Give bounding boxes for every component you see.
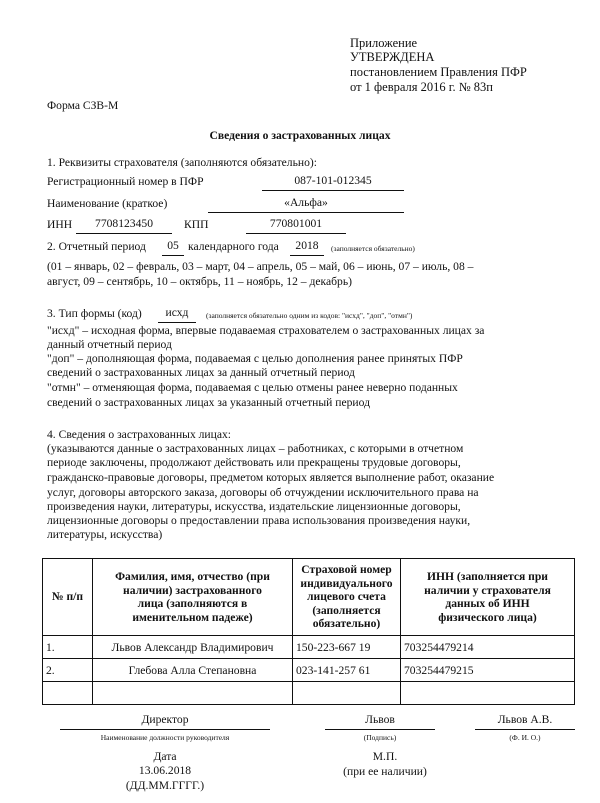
- section4-line: гражданско-правовые договоры, предметом которых является выполнение работ, оказание: [47, 471, 495, 484]
- cell-snils: 150-223-667 19: [293, 636, 401, 659]
- section4-line: лицензионные договоры о предоставлении права использования произведения науки,: [47, 514, 471, 527]
- reg-number-underline: [262, 190, 404, 191]
- year-value: 2018: [295, 239, 319, 252]
- director-fio-value: Львов А.В.: [497, 713, 553, 726]
- table-header-row: [43, 559, 575, 636]
- stamp-caption: (при ее наличии): [343, 765, 427, 778]
- form-type-desc-line: "доп" – дополняющая форма, подаваемая с целью дополнения ранее принятых ПФР: [47, 352, 463, 365]
- reg-number-value: 087-101-012345: [294, 174, 372, 187]
- cell-snils: 023-141-257 61: [293, 659, 401, 682]
- section1-heading: 1. Реквизиты страхователя (заполняются обязательно):: [47, 156, 317, 169]
- inn-value: 7708123450: [95, 217, 153, 230]
- section4-line: услуг, договоры авторского заказа, договоры об отчуждении исключительного права на: [47, 486, 479, 499]
- short-name-value: «Альфа»: [284, 196, 328, 209]
- form-type-desc-line: данный отчетный период: [47, 338, 172, 351]
- fio-caption: (Ф. И. О.): [509, 733, 541, 742]
- header-number: № п/п: [43, 559, 93, 636]
- period-value: 05: [167, 239, 179, 252]
- form-type-desc-line: сведений о застрахованных лицах за данный отчетный период: [47, 366, 355, 379]
- insured-persons-table: [42, 558, 575, 705]
- section4-line: (указываются данные о застрахованных лицах – работниках, с которыми в отчетном: [47, 442, 464, 455]
- cell-inn: [401, 682, 575, 705]
- kpp-underline: [246, 233, 346, 234]
- section2-prefix: 2. Отчетный период: [47, 240, 146, 253]
- year-underline: [290, 255, 324, 256]
- approval-line-2: УТВЕРЖДЕНА: [350, 50, 435, 64]
- director-signature-value: Львов: [365, 713, 395, 726]
- reg-number-label: Регистрационный номер в ПФР: [47, 175, 204, 188]
- form-type-desc-line: сведений о застрахованных лицах за указанный отчетный период: [47, 396, 370, 409]
- short-name-label: Наименование (краткое): [47, 197, 168, 210]
- header-inn: ИНН (заполняется при наличии у страхователя данных об ИНН физического лица): [401, 559, 575, 636]
- section4-line: периоде заключены, продолжают действовать или прекращены трудовые договоры,: [47, 456, 461, 469]
- form-type-underline: [158, 322, 196, 323]
- cell-fio: Львов Александр Владимирович: [93, 636, 293, 659]
- months-line-1: (01 – январь, 02 – февраль, 03 – март, 04 – апрель, 05 – май, 06 – июнь, 07 – июль, 08 –: [47, 260, 474, 273]
- section4-line: литературы, искусства): [47, 528, 163, 541]
- signature-underline: [325, 729, 435, 730]
- position-underline: [60, 729, 270, 730]
- cell-fio: [93, 682, 293, 705]
- header-snils: Страховой номер индивидуального лицевого счета (заполняется обязательно): [293, 559, 401, 636]
- header-fio: Фамилия, имя, отчество (при наличии) застрахованного лица (заполняются в именительном падеже): [93, 559, 293, 636]
- stamp-label: М.П.: [372, 750, 398, 763]
- cell-number: [43, 682, 93, 705]
- fio-underline: [475, 729, 575, 730]
- section4-heading: 4. Сведения о застрахованных лицах:: [47, 428, 231, 441]
- period-underline: [162, 255, 184, 256]
- cell-snils: [293, 682, 401, 705]
- cell-inn: 703254479215: [401, 659, 575, 682]
- inn-underline: [76, 233, 172, 234]
- table-row: [43, 682, 575, 705]
- form-type-value: исхд: [165, 306, 189, 319]
- year-label: календарного года: [188, 240, 279, 253]
- form-type-desc-line: "отмн" – отменяющая форма, подаваемая с целью отмены ранее неверно поданных: [47, 381, 458, 394]
- approval-line-1: Приложение: [350, 36, 418, 50]
- kpp-value: 770801001: [269, 217, 323, 230]
- signature-caption: (Подпись): [363, 733, 397, 742]
- cell-number: 1.: [43, 636, 93, 659]
- section4-line: произведения науки, литературы, искусства, издательские лицензионные договоры,: [47, 500, 461, 513]
- form-name: Форма СЗВ-М: [47, 99, 119, 112]
- months-line-2: август, 09 – сентябрь, 10 – октябрь, 11 – ноябрь, 12 – декабрь): [47, 275, 352, 288]
- cell-inn: 703254479214: [401, 636, 575, 659]
- cell-fio: Глебова Алла Степановна: [93, 659, 293, 682]
- approval-line-4: от 1 февраля 2016 г. № 83п: [350, 80, 493, 94]
- position-caption: Наименование должности руководителя: [100, 733, 230, 742]
- section2-note: (заполняется обязательно): [331, 244, 415, 253]
- kpp-label: КПП: [184, 218, 209, 231]
- inn-label: ИНН: [47, 218, 73, 231]
- table-row: [43, 636, 575, 659]
- document-title: Сведения о застрахованных лицах: [209, 129, 391, 142]
- table-row: [43, 659, 575, 682]
- director-position-value: Директор: [141, 713, 189, 726]
- date-format-caption: (ДД.ММ.ГГГГ.): [125, 779, 205, 792]
- short-name-underline: [208, 212, 404, 213]
- date-value: 13.06.2018: [138, 764, 192, 777]
- approval-line-3: постановлением Правления ПФР: [350, 65, 527, 79]
- section3-prefix: 3. Тип формы (код): [47, 307, 142, 320]
- section3-note: (заполняется обязательно одним из кодов: "исхд", "доп", "отмн"): [206, 311, 413, 320]
- date-label: Дата: [153, 750, 177, 763]
- form-type-desc-line: "исхд" – исходная форма, впервые подаваемая страхователем о застрахованных лицах за: [47, 324, 485, 337]
- cell-number: 2.: [43, 659, 93, 682]
